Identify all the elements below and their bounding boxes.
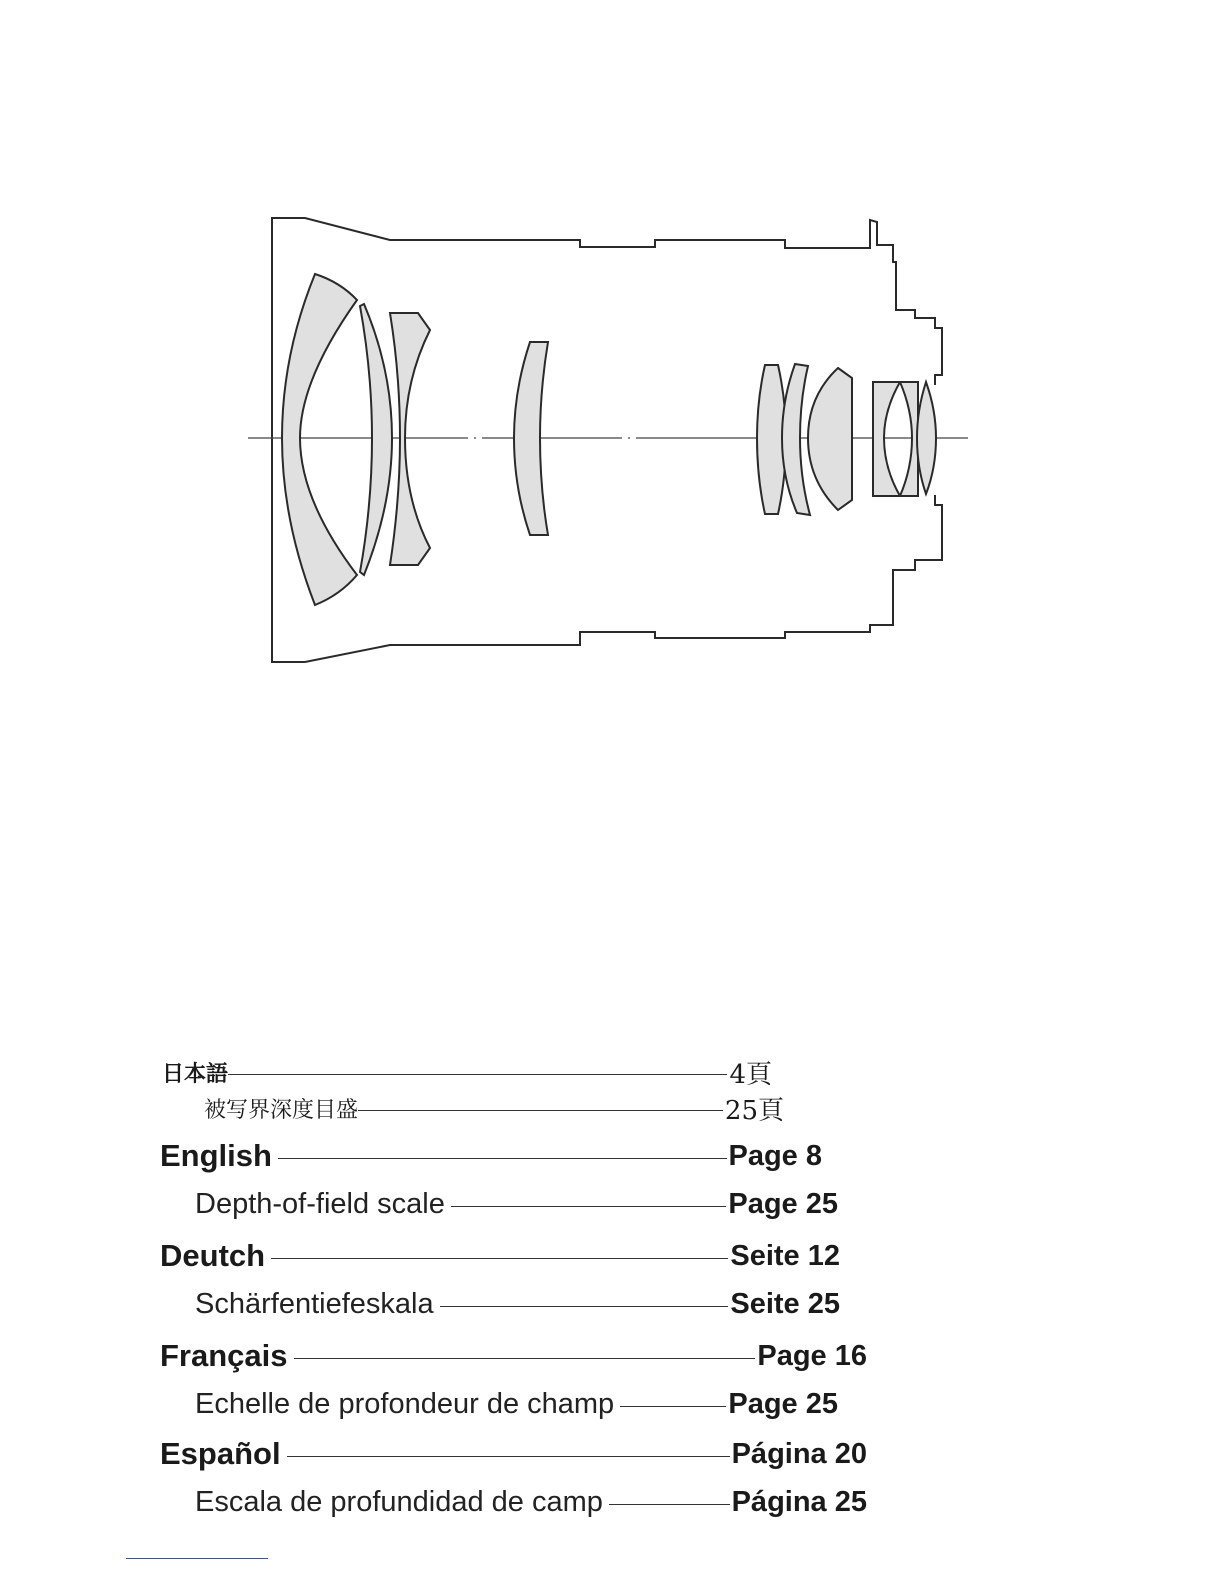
lens-element-10 — [917, 382, 936, 494]
toc-page-deutch-dof: Seite 25 — [730, 1288, 840, 1320]
toc-page-espanol-dof: Página 25 — [731, 1486, 867, 1518]
lens-cross-section-diagram — [0, 0, 1224, 760]
toc-leader — [440, 1306, 729, 1307]
toc-page-espanol: Página 20 — [731, 1437, 867, 1470]
toc-page-english-dof: Page 25 — [728, 1188, 838, 1220]
toc-leader — [620, 1406, 726, 1407]
toc-label-espanol: Español — [160, 1436, 281, 1471]
footer-underline — [126, 1558, 268, 1559]
lens-element-1 — [282, 274, 357, 605]
toc-label-japanese: 日本語 — [162, 1062, 229, 1087]
toc-label-francais: Français — [160, 1338, 288, 1373]
toc-leader — [271, 1258, 728, 1259]
toc-label-francais-dof: Echelle de profondeur de champ — [195, 1388, 615, 1420]
toc-page-japanese: 4頁 — [729, 1060, 772, 1090]
lens-element-2 — [360, 304, 392, 575]
toc-label-japanese-dof: 被写界深度目盛 — [204, 1098, 359, 1123]
toc-row-japanese-dof[interactable] — [204, 1090, 784, 1127]
lens-element-8 — [873, 382, 900, 496]
toc-label-deutch: Deutch — [160, 1238, 266, 1273]
toc-leader — [278, 1158, 727, 1159]
toc-row-francais[interactable] — [160, 1338, 867, 1374]
toc-row-english[interactable] — [160, 1138, 822, 1174]
toc-page-francais-dof: Page 25 — [728, 1388, 838, 1420]
lens-element-3 — [390, 313, 430, 565]
toc-leader — [358, 1110, 723, 1111]
toc-page-francais: Page 16 — [757, 1339, 867, 1372]
toc-leader — [294, 1358, 756, 1359]
toc-label-espanol-dof: Escala de profundidad de camp — [195, 1486, 603, 1518]
toc-label-english: English — [160, 1138, 272, 1173]
toc-row-francais-dof[interactable] — [195, 1388, 838, 1421]
toc-row-english-dof[interactable] — [195, 1188, 838, 1221]
toc-page-english: Page 8 — [728, 1139, 822, 1172]
lens-element-6 — [782, 364, 810, 515]
toc-row-deutch[interactable] — [160, 1238, 840, 1274]
toc-page-japanese-dof: 25頁 — [724, 1096, 784, 1126]
toc-page-deutch: Seite 12 — [730, 1239, 840, 1272]
toc-leader — [609, 1504, 730, 1505]
toc-leader — [287, 1456, 730, 1457]
toc-label-english-dof: Depth-of-field scale — [195, 1188, 445, 1220]
toc-row-deutch-dof[interactable] — [195, 1288, 840, 1321]
toc-row-espanol-dof[interactable] — [195, 1486, 867, 1519]
toc-label-deutch-dof: Schärfentiefeskala — [195, 1288, 434, 1320]
toc-row-espanol[interactable] — [160, 1436, 867, 1472]
lens-element-7 — [808, 368, 852, 510]
toc-leader — [228, 1074, 727, 1075]
toc-row-japanese[interactable] — [162, 1054, 772, 1091]
toc-leader — [451, 1206, 727, 1207]
lens-element-9 — [900, 382, 918, 496]
